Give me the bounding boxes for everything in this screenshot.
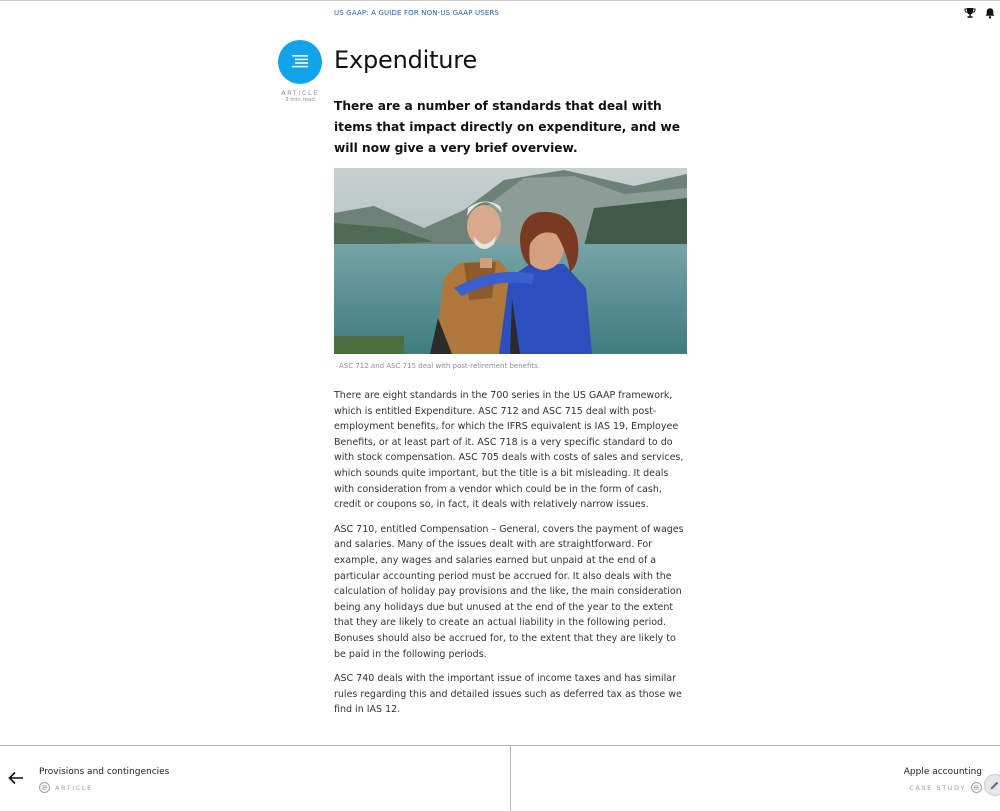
- edit-notes-button[interactable]: [984, 774, 1000, 796]
- previous-step-type-label: ARTICLE: [55, 783, 93, 792]
- next-step-type-label: CASE STUDY: [909, 783, 966, 792]
- previous-step-title: Provisions and contingencies: [39, 767, 170, 777]
- page-title: Expenditure: [334, 46, 478, 74]
- body-paragraph: There are eight standards in the 700 series in the US GAAP framework, which is entitled Expenditure. ASC 712 and ASC 715 deal with post-employment benefits, for which the IFRS equivalent is IAS 19, Employee Benefits, or at least part of it. ASC 718 is a very specific standard to do with stock compensation. ASC 705 deals with costs of sales and services, which sounds quite important, but the title is a bit misleading. It deals with consideration from a vendor which could be in the form of cash, credit or coupons so, in fact, it deals with relatively narrow issues.: [334, 390, 684, 511]
- previous-step-link[interactable]: [0, 746, 510, 811]
- read-time: 3 min read: [285, 97, 315, 103]
- case-study-mini-icon: [971, 782, 982, 793]
- article-lines-icon: [291, 54, 309, 70]
- bottom-navigation: [0, 745, 1000, 811]
- course-breadcrumb-link[interactable]: US GAAP: A GUIDE FOR NON-US GAAP USERS: [334, 9, 500, 17]
- body-paragraph: ASC 740 deals with the important issue of income taxes and has similar rules regarding this and detailed issues such as deferred tax as those we find in IAS 12.: [334, 673, 682, 716]
- hero-image: [334, 168, 687, 354]
- pencil-icon: [989, 780, 1000, 791]
- article-body: [334, 388, 690, 727]
- next-step-link[interactable]: [511, 746, 1000, 811]
- body-paragraph: ASC 710, entitled Compensation – General, covers the payment of wages and salaries. Many of the issues dealt with are straightforward. For example, any wages and salaries earned but unpaid at the end of a particular accounting period must be accrued for. It also deals with the calculation of holiday pay provisions and the like, the main consideration being any holidays due but unused at the end of the year to the extent that they are likely to create an actual liability in the following period. Bonuses should also be accrued for, to the extent that they are likely to be paid in the following periods.: [334, 523, 684, 660]
- article-lead: There are a number of standards that deal with items that impact directly on expenditure, and we will now give a very brief overview.: [334, 99, 681, 155]
- image-caption: ASC 712 and ASC 715 deal with post-retirement benefits.: [339, 362, 540, 370]
- top-divider: [0, 0, 1000, 1]
- bell-icon[interactable]: [984, 7, 996, 19]
- couple-lake-photo: [334, 168, 687, 354]
- next-step-title: Apple accounting: [903, 767, 982, 777]
- next-step-type: [909, 782, 982, 793]
- content-type-label: ARTICLE: [281, 89, 319, 97]
- previous-step-type: [39, 782, 93, 793]
- trophy-icon[interactable]: [964, 7, 976, 19]
- top-icon-bar: [964, 7, 996, 19]
- arrow-left-icon: [8, 771, 24, 785]
- article-mini-icon: [39, 782, 50, 793]
- article-type-badge: [278, 40, 322, 84]
